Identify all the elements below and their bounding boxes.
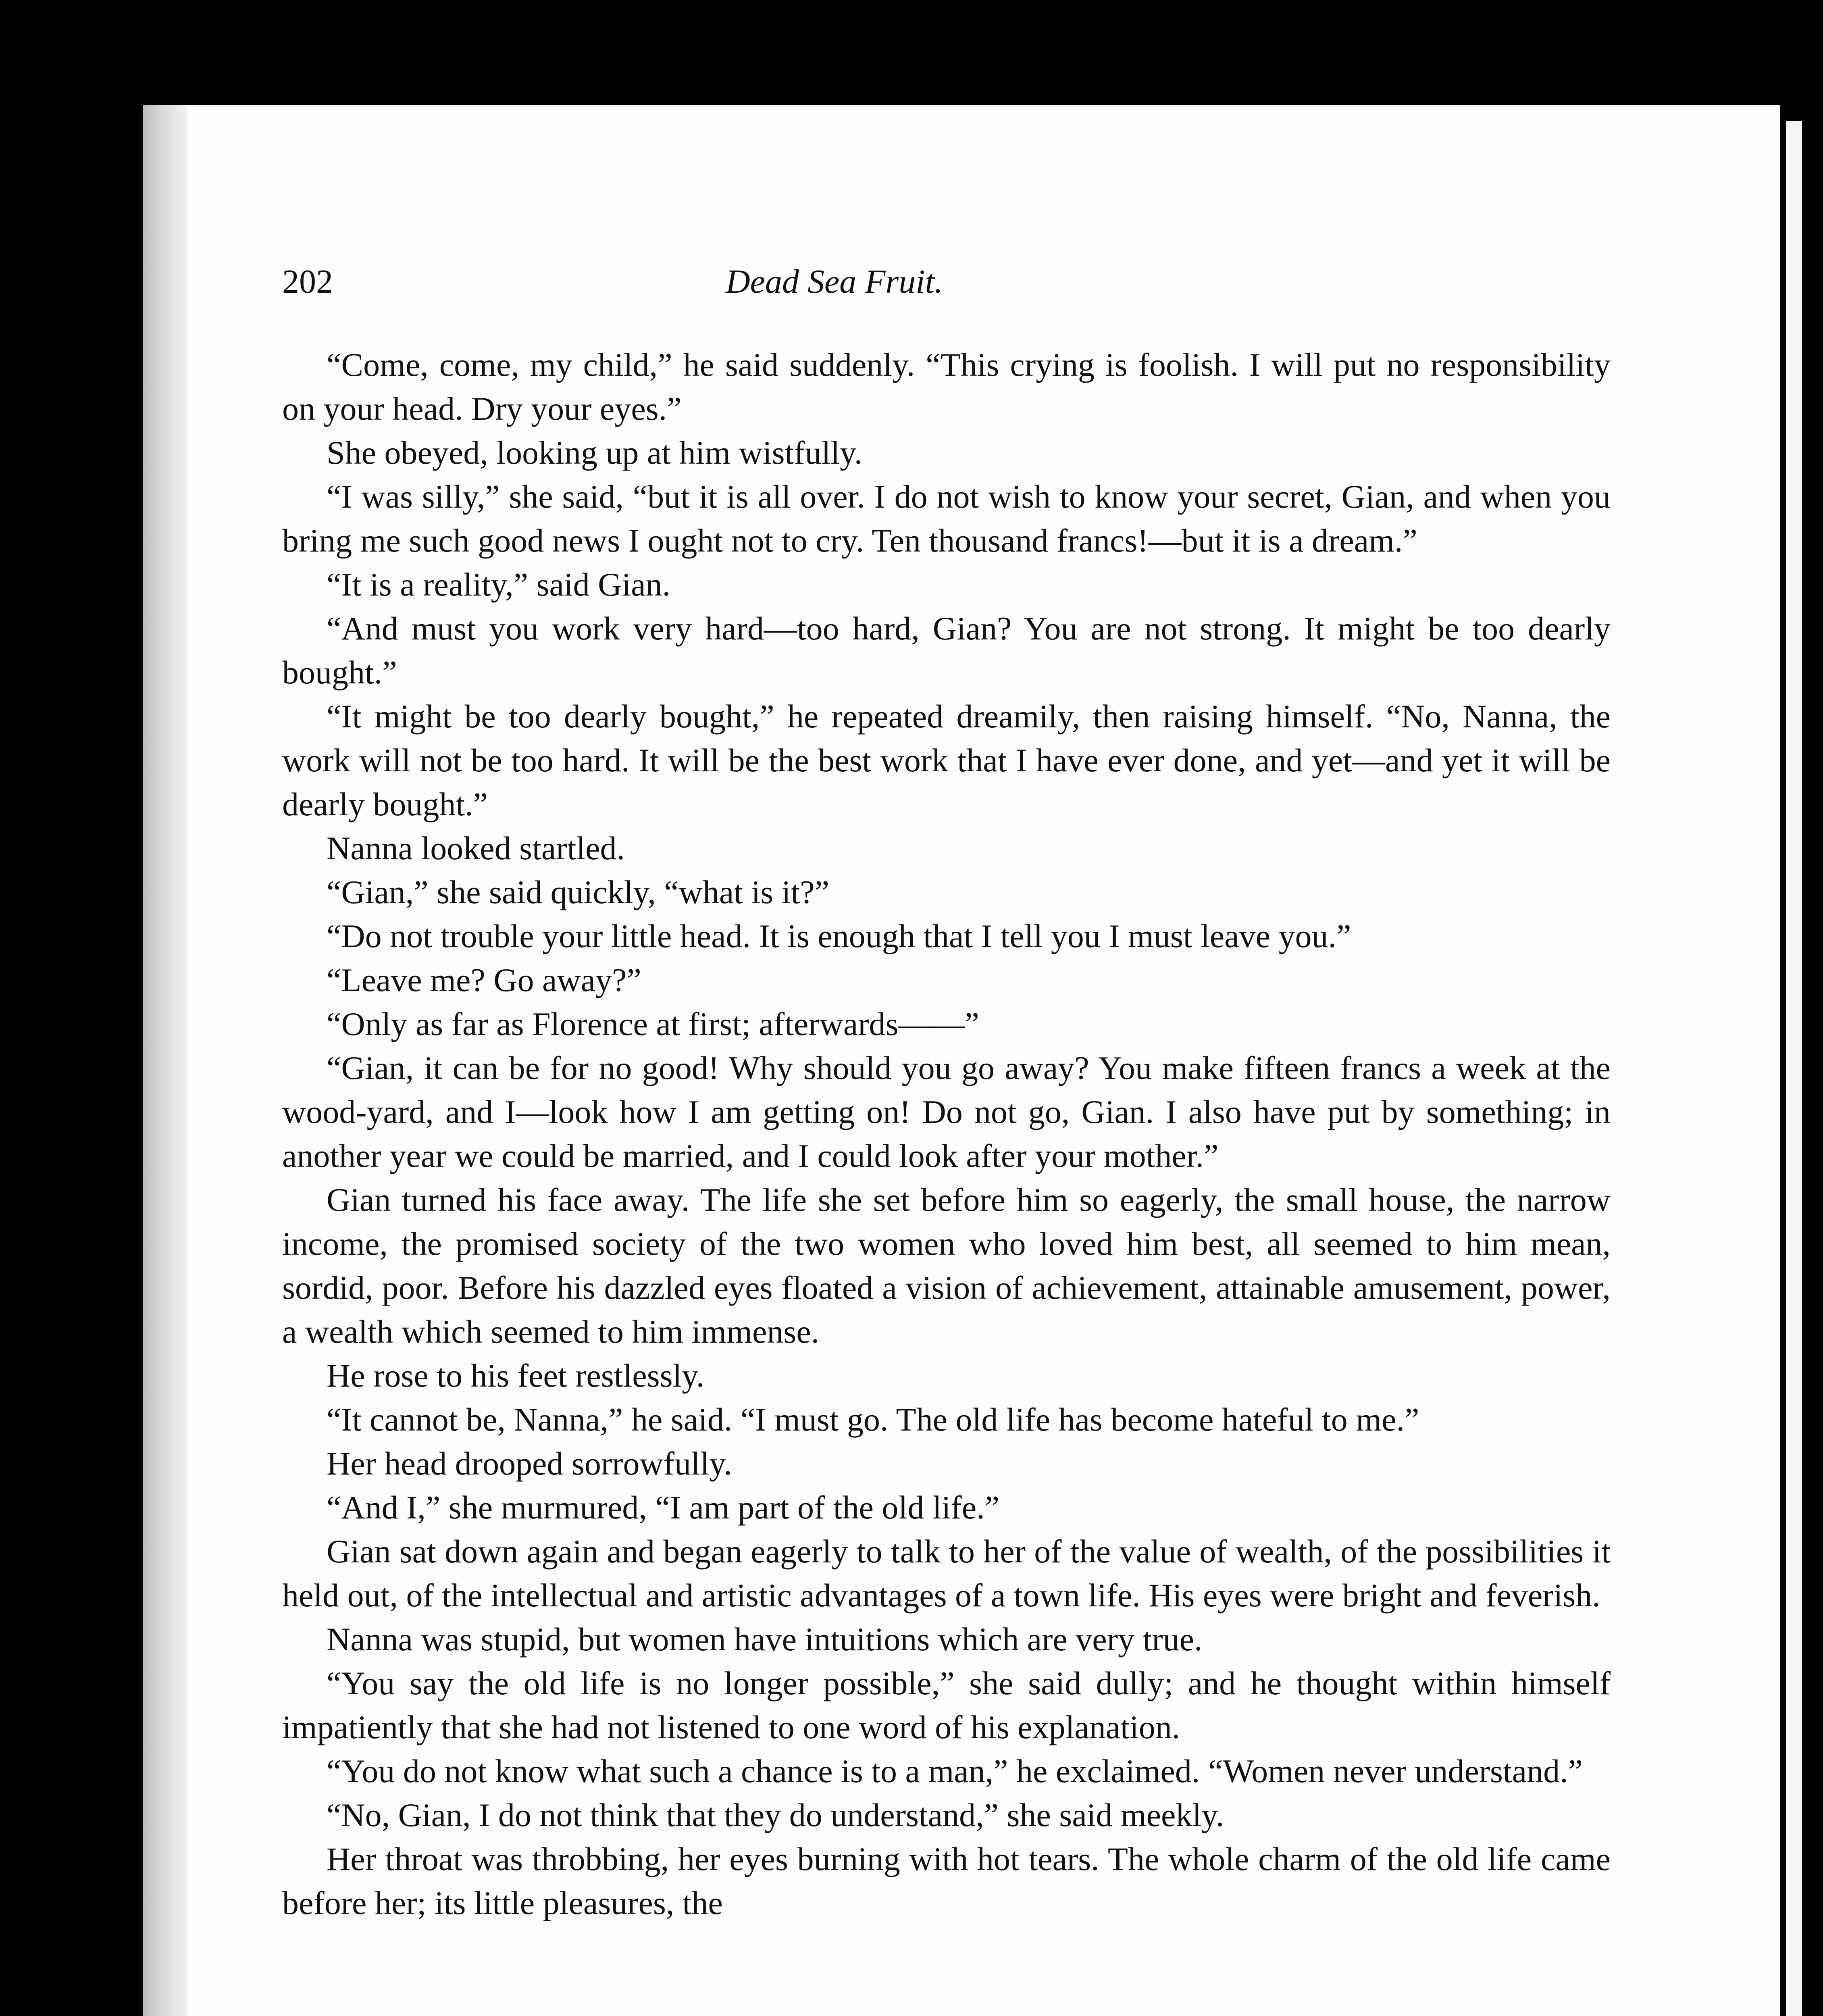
body-text — [282, 343, 1611, 1925]
paragraph: “Leave me? Go away?” — [327, 962, 641, 998]
paragraph: Her head drooped sorrowfully. — [327, 1445, 732, 1482]
paragraph: “No, Gian, I do not think that they do understand,” she said meekly. — [327, 1797, 1224, 1833]
paragraph: “It cannot be, Nanna,” he said. “I must go. The old life has become hateful to me.” — [327, 1401, 1419, 1438]
running-title: Dead Sea Fruit. — [726, 263, 943, 300]
paragraph: “Gian,” she said quickly, “what is it?” — [327, 874, 830, 910]
paragraph: He rose to his feet restlessly. — [327, 1357, 705, 1394]
page-number: 202 — [282, 263, 333, 300]
paragraph: Her throat was throbbing, her eyes burning with hot tears. The whole charm of the old life came before her; its little pleasures, the — [282, 1841, 1611, 1921]
facing-page-edge — [1786, 121, 1802, 2016]
paragraph: Gian sat down again and began eagerly to talk to her of the value of wealth, of the possibilities it held out, of the intellectual and artistic advantages of a town life. His eyes were bright and feverish. — [282, 1533, 1611, 1614]
paragraph: Gian turned his face away. The life she set before him so eagerly, the small house, the narrow income, the promised society of the two women who loved him best, all seemed to him mean, sordid, poor. Before his dazzled eyes floated a vision of achievement, attainable amusement, power, a wealth which seemed to him immense. — [282, 1181, 1611, 1350]
paragraph: “It is a reality,” said Gian. — [327, 566, 671, 603]
paragraph: “And I,” she murmured, “I am part of the old life.” — [327, 1489, 999, 1526]
paragraph: “Do not trouble your little head. It is enough that I tell you I must leave you.” — [327, 918, 1351, 954]
paragraph: “And must you work very hard—too hard, Gian? You are not strong. It might be too dearly bought.” — [282, 610, 1611, 691]
paragraph: “Gian, it can be for no good! Why should you go away? You make fifteen francs a week at the wood-yard, and I—look how I am getting on! Do not go, Gian. I also have put by something; in another year we could be married, and I could look after your mother.” — [282, 1050, 1611, 1174]
paragraph: “You do not know what such a chance is to a man,” he exclaimed. “Women never understand.” — [327, 1753, 1583, 1789]
paragraph: Nanna looked startled. — [327, 830, 625, 866]
paragraph: “I was silly,” she said, “but it is all over. I do not wish to know your secret, Gian, and when you bring me such good news I ought not to cry. Ten thousand francs!—but it is a dream.” — [282, 478, 1611, 559]
paragraph: “You say the old life is no longer possible,” she said dully; and he thought within himself impatiently that she had not listened to one word of his explanation. — [282, 1665, 1611, 1745]
paragraph: She obeyed, looking up at him wistfully. — [327, 434, 863, 471]
paragraph: “Only as far as Florence at first; afterwards——” — [327, 1006, 979, 1042]
paragraph: “It might be too dearly bought,” he repeated dreamily, then raising himself. “No, Nanna, the work will not be too hard. It will be the best work that I have ever done, and yet—and yet it will be dearly bought.” — [282, 698, 1611, 823]
paragraph: Nanna was stupid, but women have intuitions which are very true. — [327, 1621, 1203, 1658]
paragraph: “Come, come, my child,” he said suddenly. “This crying is foolish. I will put no responsibility on your head. Dry your eyes.” — [282, 346, 1611, 427]
page-gutter-shadow — [143, 105, 187, 2016]
page-header — [282, 262, 1613, 319]
